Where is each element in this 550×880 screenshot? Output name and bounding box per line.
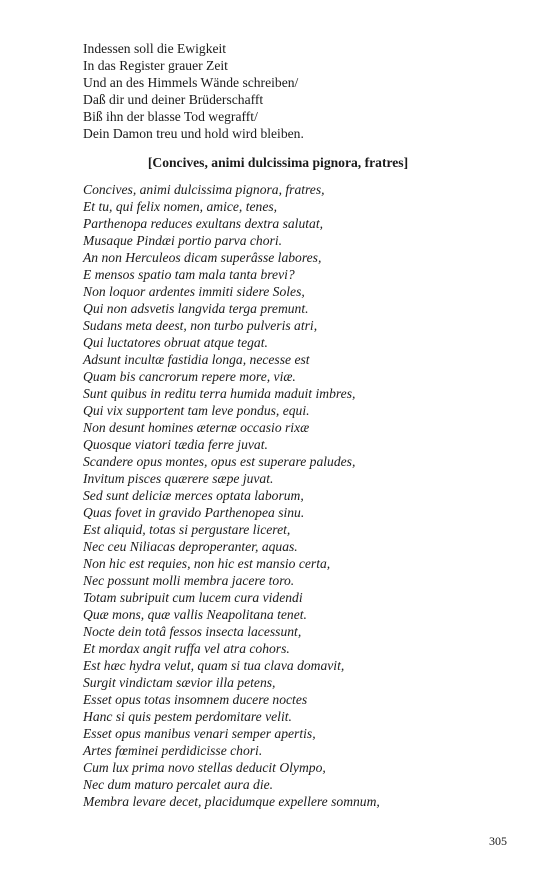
verse-line: Esset opus totas insomnem ducere noctes [83, 692, 308, 707]
verse-line: Adsunt incultæ fastidia longa, necesse est [83, 352, 310, 367]
verse-line: Et tu, qui felix nomen, amice, tenes, [83, 199, 278, 214]
verse-line: Est hæc hydra velut, quam si tua clava domavit, [83, 658, 345, 673]
verse-line: Esset opus manibus venari semper apertis, [83, 726, 316, 741]
verse-line: An non Herculeos dicam superâsse labores, [83, 250, 322, 265]
page-number: 305 [489, 834, 507, 848]
verse-line: Quam bis cancrorum repere more, viæ. [83, 369, 296, 384]
verse-line: E mensos spatio tam mala tanta brevi? [83, 267, 295, 282]
verse-line: Membra levare decet, placidumque expellere somnum, [83, 794, 380, 809]
verse-line: Et mordax angit ruffa vel atra cohors. [83, 641, 290, 656]
verse-line: Totam subripuit cum lucem cura videndi [83, 590, 303, 605]
verse-line: Hanc si quis pestem perdomitare velit. [83, 709, 292, 724]
verse-line: Sed sunt deliciæ merces optata laborum, [83, 488, 304, 503]
verse-line: Qui luctatores obruat atque tegat. [83, 335, 268, 350]
verse-line: Nec possunt molli membra jacere toro. [83, 573, 295, 588]
verse-line: Und an des Himmels Wände schreiben/ [83, 75, 299, 90]
verse-line: Indessen soll die Ewigkeit [83, 41, 227, 56]
verse-line: Non desunt homines æternæ occasio rixæ [83, 420, 310, 435]
verse-line: Concives, animi dulcissima pignora, fratres, [83, 182, 325, 197]
verse-line: Qui non adsvetis langvida terga premunt. [83, 301, 309, 316]
verse-line: Nec dum maturo percalet aura die. [83, 777, 274, 792]
verse-line: Invitum pisces quærere sæpe juvat. [83, 471, 274, 486]
verse-line: Dein Damon treu und hold wird bleiben. [83, 126, 304, 141]
verse-line: Artes fœminei perdidicisse chori. [83, 743, 263, 758]
verse-line: Nec ceu Niliacas deproperanter, aquas. [83, 539, 298, 554]
verse-line: Non loquor ardentes immiti sidere Soles, [83, 284, 305, 299]
verse-line: Musaque Pindæi portio parva chori. [83, 233, 282, 248]
german-stanza [83, 40, 503, 142]
poem-heading: [Concives, animi dulcissima pignora, fratres] [147, 155, 409, 170]
verse-line: Parthenopa reduces exultans dextra salutat, [83, 216, 323, 231]
verse-line: Non hic est requies, non hic est mansio certa, [83, 556, 331, 571]
verse-line: Sunt quibus in reditu terra humida maduit imbres, [83, 386, 356, 401]
verse-line: Est aliquid, totas si pergustare liceret, [83, 522, 291, 537]
verse-line: Quæ mons, quæ vallis Neapolitana tenet. [83, 607, 307, 622]
latin-poem [83, 181, 503, 810]
page-body [83, 40, 503, 810]
verse-line: Quosque viatori tædia ferre juvat. [83, 437, 268, 452]
verse-line: Qui vix supportent tam leve pondus, equi. [83, 403, 310, 418]
verse-line: Scandere opus montes, opus est superare paludes, [83, 454, 356, 469]
verse-line: In das Register grauer Zeit [83, 58, 228, 73]
verse-line: Quas fovet in gravido Parthenopea sinu. [83, 505, 305, 520]
verse-line: Nocte dein totâ fessos insecta lacessunt, [83, 624, 302, 639]
verse-line: Daß dir und deiner Brüderschafft [83, 92, 264, 107]
verse-line: Surgit vindictam sævior illa petens, [83, 675, 276, 690]
verse-line: Sudans meta deest, non turbo pulveris atri, [83, 318, 318, 333]
verse-line: Biß ihn der blasse Tod wegrafft/ [83, 109, 258, 124]
verse-line: Cum lux prima novo stellas deducit Olympo, [83, 760, 326, 775]
